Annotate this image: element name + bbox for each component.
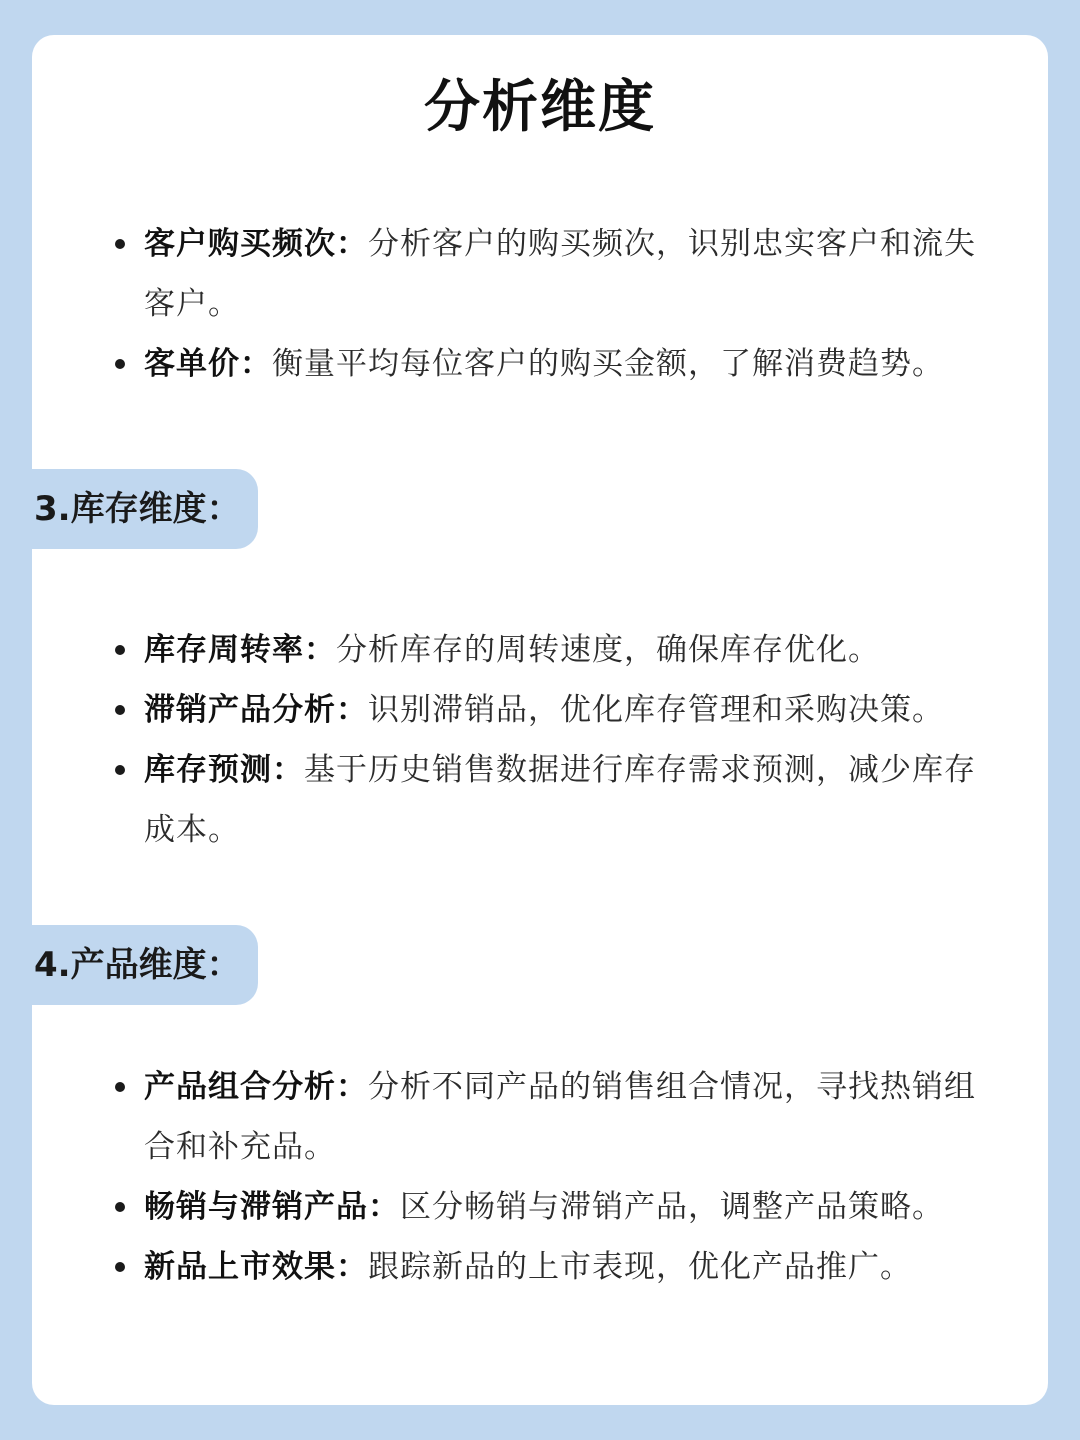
item-description: 衡量平均每位客户的购买金额，了解消费趋势。 — [272, 346, 944, 382]
item-separator: ： — [336, 1069, 368, 1105]
bullet-dot-icon — [115, 1082, 125, 1092]
bullet-dot-icon — [115, 239, 125, 249]
list-item — [115, 740, 995, 860]
list-item — [115, 214, 995, 334]
item-description: 分析库存的周转速度，确保库存优化。 — [336, 632, 880, 668]
item-term: 产品组合分析 — [144, 1069, 336, 1105]
item-term: 滞销产品分析 — [144, 692, 336, 728]
item-separator: ： — [304, 632, 336, 668]
list-item — [115, 334, 995, 394]
bullet-dot-icon — [115, 1202, 125, 1212]
item-description: 分析不同产品的销售组合情况，寻找热销组合和补充品。 — [144, 1069, 976, 1165]
bullet-dot-icon — [115, 359, 125, 369]
list-item — [115, 620, 995, 680]
item-term: 库存周转率 — [144, 632, 304, 668]
item-separator: ： — [272, 752, 304, 788]
product-bullet-list — [115, 1057, 995, 1297]
customer-bullet-list — [115, 214, 995, 394]
item-separator: ： — [368, 1189, 400, 1225]
item-description: 识别滞销品，优化库存管理和采购决策。 — [368, 692, 944, 728]
item-separator: ： — [336, 1249, 368, 1285]
item-term: 客户购买频次 — [144, 226, 336, 262]
item-term: 新品上市效果 — [144, 1249, 336, 1285]
item-term: 畅销与滞销产品 — [144, 1189, 368, 1225]
item-description: 跟踪新品的上市表现，优化产品推广。 — [368, 1249, 912, 1285]
page-title: 分析维度 — [424, 75, 656, 140]
bullet-dot-icon — [115, 1262, 125, 1272]
item-separator: ： — [240, 346, 272, 382]
item-description: 基于历史销售数据进行库存需求预测，减少库存成本。 — [144, 752, 976, 848]
section-heading-product: 4.产品维度： — [32, 925, 258, 1005]
bullet-dot-icon — [115, 705, 125, 715]
item-description: 分析客户的购买频次，识别忠实客户和流失客户。 — [144, 226, 976, 322]
item-separator: ： — [336, 692, 368, 728]
list-item — [115, 1057, 995, 1177]
inventory-bullet-list — [115, 620, 995, 860]
bullet-dot-icon — [115, 765, 125, 775]
item-term: 客单价 — [144, 346, 240, 382]
section-heading-inventory: 3.库存维度： — [32, 469, 258, 549]
list-item — [115, 1177, 995, 1237]
item-description: 区分畅销与滞销产品，调整产品策略。 — [400, 1189, 944, 1225]
item-separator: ： — [336, 226, 368, 262]
bullet-dot-icon — [115, 645, 125, 655]
list-item — [115, 1237, 995, 1297]
list-item — [115, 680, 995, 740]
item-term: 库存预测 — [144, 752, 272, 788]
